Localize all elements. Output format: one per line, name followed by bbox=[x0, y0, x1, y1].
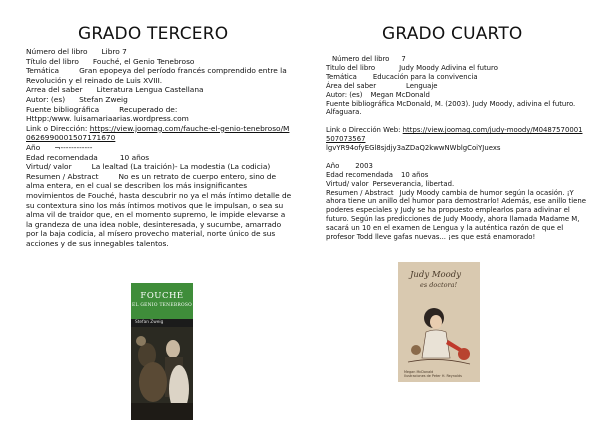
link-joomag-judy[interactable]: https://view.joomag.com/judy-moody/M0487570001507073567 bbox=[326, 126, 583, 144]
value-autor: Stefan Zweig bbox=[79, 94, 128, 104]
label-link: Link o Dirección: bbox=[26, 123, 88, 133]
value-area: Literatura Lengua Castellana bbox=[96, 85, 204, 95]
value-resumen: No es un retrato de cuerpo entero, sino de alma entera, en el cual se describen los más insignificantes movimientos de Fouché, hasta descubrir no ya el más íntimo detalle de su contextura sino los más íntimos motivos que le impulsan, o sea su alma vil de traidor que, en el momento supremo, le impide elevarse a la grandeza de una idea noble, desinteresada, y sucumbe, amarrado por la baja codicia, al mísero provecho material, norte único de sus acciones y de sus innegables talentos. bbox=[26, 171, 292, 248]
label-anio: Año bbox=[326, 161, 340, 170]
book-info-cuarto bbox=[326, 55, 586, 242]
field-link bbox=[326, 126, 586, 144]
label-resumen: Resumen / Abstract bbox=[326, 188, 394, 197]
field-virtud bbox=[26, 162, 292, 172]
value-numero: 7 bbox=[401, 55, 406, 63]
field-numero bbox=[26, 47, 292, 57]
heading-grado-cuarto: GRADO CUARTO bbox=[382, 24, 523, 44]
fuente-url: Httpp:/www. luisamariaarias.wordpress.com bbox=[26, 114, 189, 124]
value-fuente: McDonald, M. (2003). Judy Moody, adivina el futuro. Alfaguara. bbox=[326, 99, 576, 117]
label-anio: Año bbox=[26, 142, 41, 152]
field-titulo bbox=[26, 57, 292, 67]
value-edad: 10 años bbox=[400, 170, 429, 179]
field-resumen bbox=[326, 189, 586, 242]
field-resumen bbox=[26, 172, 292, 249]
cover-credits bbox=[404, 370, 462, 378]
label-fuente: Fuente bibliográfica bbox=[26, 104, 100, 114]
value-titulo: Judy Moody Adivina el futuro bbox=[399, 63, 498, 72]
cover-illustration bbox=[398, 262, 480, 382]
value-anio: ¬------------ bbox=[54, 142, 93, 152]
label-edad: Edad recomendada bbox=[326, 170, 393, 179]
link-joomag-fouche[interactable]: https://view.joomag.com/fauche-el-genio-tenebroso/M0626990001507171670 bbox=[26, 123, 290, 143]
value-titulo: Fouché, el Genio Tenebroso bbox=[92, 56, 195, 66]
value-numero: Libro 7 bbox=[101, 47, 127, 56]
label-resumen: Resumen / Abstract bbox=[26, 171, 99, 181]
label-edad: Edad recomendada bbox=[26, 152, 98, 162]
label-tematica: Temática bbox=[326, 72, 357, 81]
field-autor bbox=[26, 95, 292, 105]
value-virtud: La lealtad (La traición)- La modestia (La codicia) bbox=[91, 162, 271, 172]
cover-title-band bbox=[131, 283, 193, 319]
field-edad bbox=[26, 153, 292, 163]
label-virtud: Virtud/ valor bbox=[26, 162, 72, 172]
label-link: Link o Dirección Web: bbox=[326, 126, 401, 135]
page-grado-cuarto bbox=[300, 0, 600, 424]
value-tematica: Gran epopeya del período francés comprendido entre la Revolución y el reinado de Luis XVIII. bbox=[26, 66, 287, 85]
field-anio bbox=[326, 162, 586, 171]
field-autor bbox=[326, 91, 586, 100]
cover-author: Stefan Zweig bbox=[131, 319, 193, 327]
value-virtud: Perseverancia, libertad. bbox=[372, 179, 455, 188]
field-link bbox=[26, 124, 292, 143]
book-cover-fouche bbox=[131, 283, 193, 420]
label-virtud: Virtud/ valor bbox=[326, 179, 369, 188]
cover-title: FOUCHÉ bbox=[140, 291, 184, 301]
field-tematica bbox=[326, 73, 586, 82]
link-extra: lgvYR94ofyEGl8sjdjy3aZDaQ2kwwNWblgCoiYJuexs bbox=[326, 144, 501, 153]
field-fuente bbox=[26, 105, 292, 115]
label-numero: Número del libro bbox=[26, 47, 88, 56]
label-numero: Número del libro bbox=[332, 55, 390, 63]
value-anio: 2003 bbox=[355, 161, 373, 170]
value-resumen: Judy Moody cambia de humor según la ocasión. ¡Y ahora tiene un anillo del humor para demostrarlo! Además, ese anillo tiene poderes especiales y Judy se ha propuesto emplearlos para adivinar el futuro. Según las predicciones de Judy Moody, ahora llamada Madame M, sacará un 10 en el examen de Lengua y la auténtica razón de que el profesor Todd lleve gafas nuevas... ¡es que está enamorado! bbox=[326, 188, 586, 242]
field-titulo bbox=[326, 64, 586, 73]
value-tematica: Educación para la convivencia bbox=[372, 72, 478, 81]
book-info-tercero bbox=[26, 47, 292, 248]
value-fuente: Recuperado de: bbox=[119, 104, 178, 114]
book-cover-judy-moody bbox=[398, 262, 480, 382]
cover-subtitle: EL GENIO TENEBROSO bbox=[131, 303, 193, 308]
cover-credit-illustrator: Ilustraciones de Peter H. Reynolds bbox=[404, 374, 462, 378]
field-area bbox=[26, 85, 292, 95]
label-fuente: Fuente bibliográfica bbox=[326, 99, 395, 108]
field-virtud bbox=[326, 180, 586, 189]
label-titulo: Titulo del libro bbox=[326, 63, 376, 72]
label-autor: Autor: (es) bbox=[26, 94, 66, 104]
cover-title: Judy Moody bbox=[410, 270, 462, 280]
label-titulo: Título del libro bbox=[26, 56, 79, 66]
cover-subtitle: es doctora! bbox=[420, 281, 458, 289]
field-tematica bbox=[26, 66, 292, 85]
field-anio bbox=[26, 143, 292, 153]
field-numero bbox=[326, 55, 586, 64]
cover-credit-author: Megan McDonald bbox=[404, 370, 434, 374]
label-area: Área del saber bbox=[326, 81, 377, 90]
field-edad bbox=[326, 171, 586, 180]
field-area bbox=[326, 82, 586, 91]
label-tematica: Temática bbox=[26, 66, 60, 76]
field-fuente bbox=[326, 100, 586, 118]
value-area: Lenguaje bbox=[406, 81, 438, 90]
cover-painting bbox=[131, 327, 193, 420]
heading-grado-tercero: GRADO TERCERO bbox=[78, 24, 229, 44]
label-autor: Autor: (es) bbox=[326, 90, 363, 99]
value-autor: Megan McDonald bbox=[370, 90, 430, 99]
label-area: Arrea del saber bbox=[26, 85, 83, 95]
value-edad: 10 años bbox=[119, 152, 150, 162]
